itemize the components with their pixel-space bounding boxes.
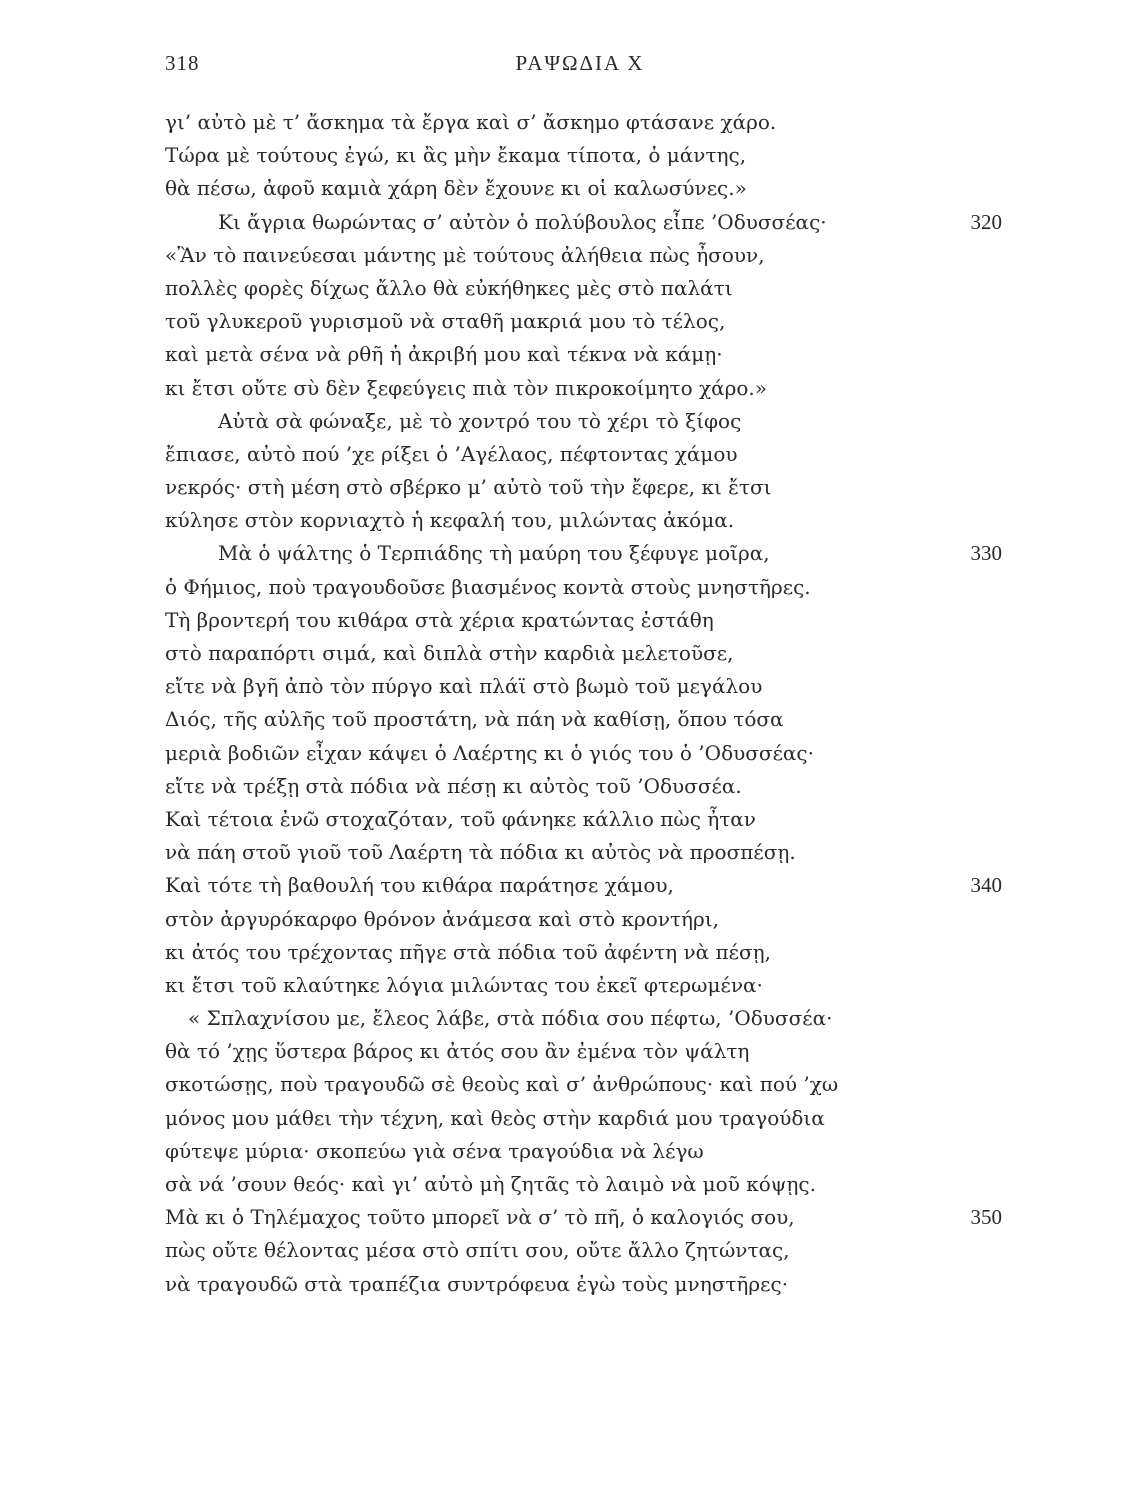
verse-line <box>0 1035 1138 1068</box>
verse-line <box>0 372 1138 405</box>
verse-line <box>0 737 1138 770</box>
verse-text: εἴτε νὰ τρέξῃ στὰ πόδια νὰ πέσῃ κι αὐτὸς τοῦ ’Οδυσσέα. <box>165 773 742 798</box>
verse-line <box>0 471 1138 504</box>
verse-text: Κι ἄγρια θωρώντας σ’ αὐτὸν ὁ πολύβουλος εἶπε ’Οδυσσέας· <box>218 209 827 234</box>
verse-line <box>0 206 1138 239</box>
verse-text: Μὰ κι ὁ Τηλέμαχος τοῦτο μπορεῖ νὰ σ’ τὸ πῆ, ὁ καλογιός σου, <box>165 1205 795 1230</box>
verse-line <box>0 936 1138 969</box>
verse-text: σκοτώσῃς, ποὺ τραγουδῶ σὲ θεοὺς καὶ σ’ ἀνθρώπους· καὶ πού ’χω <box>165 1072 839 1097</box>
verse-line <box>0 903 1138 936</box>
verse-text: πολλὲς φορὲς δίχως ἄλλο θὰ εὐκήθηκες μὲς στὸ παλάτι <box>165 275 733 300</box>
verse-line <box>0 106 1138 139</box>
verse-line <box>0 1102 1138 1135</box>
verse-line <box>0 537 1138 570</box>
verse-line <box>0 869 1138 902</box>
verse-text: ὁ Φήμιος, ποὺ τραγουδοῦσε βιασμένος κοντὰ στοὺς μνηστῆρες. <box>165 574 811 599</box>
verse-text: νὰ πάη στοῦ γιοῦ τοῦ Λαέρτη τὰ πόδια κι αὐτὸς νὰ προσπέσῃ. <box>165 840 796 865</box>
verse-line <box>0 703 1138 736</box>
verse-text: νεκρός· στὴ μέση στὸ σβέρκο μ’ αὐτὸ τοῦ τὴν ἔφερε, κι ἔτσι <box>165 475 772 500</box>
verse-text: Καὶ τέτοια ἐνῶ στοχαζόταν, τοῦ φάνηκε κάλλιο πὼς ἦταν <box>165 806 756 831</box>
verse-text: Διός, τῆς αὐλῆς τοῦ προστάτη, νὰ πάη νὰ καθίσῃ, ὅπου τόσα <box>165 707 784 732</box>
line-number: 340 <box>970 873 1002 898</box>
verse-line <box>0 504 1138 537</box>
verse-line <box>0 836 1138 869</box>
verse-line <box>0 969 1138 1002</box>
verse-text: « Σπλαχνίσου με, ἔλεος λάβε, στὰ πόδια σου πέφτω, ’Οδυσσέα· <box>188 1006 833 1031</box>
verse-line <box>0 1234 1138 1267</box>
verse-line <box>0 1201 1138 1234</box>
verse-line <box>0 405 1138 438</box>
verse-text: κι ἔτσι τοῦ κλαύτηκε λόγια μιλώντας του ἐκεῖ φτερωμένα· <box>165 972 763 997</box>
page-number: 318 <box>165 51 200 75</box>
verse-text: μόνος μου μάθει τὴν τέχνη, καὶ θεὸς στὴν καρδιά μου τραγούδια <box>165 1105 825 1130</box>
verse-text: ἔπιασε, αὐτὸ πού ’χε ρίξει ὁ ’Αγέλαος, πέφτοντας χάμου <box>165 441 738 466</box>
verse-text: Τώρα μὲ τούτους ἐγώ, κι ἂς μὴν ἔκαμα τίποτα, ὁ μάντης, <box>165 143 747 168</box>
verse-text: σὰ νά ’σουν θεός· καὶ γι’ αὐτὸ μὴ ζητᾶς τὸ λαιμὸ νὰ μοῦ κόψῃς. <box>165 1172 816 1196</box>
verse-text: γι’ αὐτὸ μὲ τ’ ἄσκημα τὰ ἔργα καὶ σ’ ἄσκημο φτάσανε χάρο. <box>165 110 777 134</box>
verse-line <box>0 172 1138 205</box>
verse-line <box>0 1168 1138 1201</box>
verse-text: κι ἔτσι οὔτε σὺ δὲν ξεφεύγεις πιὰ τὸν πικροκοίμητο χάρο.» <box>165 375 768 400</box>
verse-text: κύλησε στὸν κορνιαχτὸ ἡ κεφαλή του, μιλώντας ἀκόμα. <box>165 508 735 533</box>
verse-text: καὶ μετὰ σένα νὰ ρθῆ ἡ ἀκριβή μου καὶ τέκνα νὰ κάμῃ· <box>165 342 723 367</box>
verse-body <box>0 106 1138 1301</box>
verse-text: κι ἀτός του τρέχοντας πῆγε στὰ πόδια τοῦ ἀφέντη νὰ πέσῃ, <box>165 939 772 964</box>
verse-text: εἴτε νὰ βγῆ ἀπὸ τὸν πύργο καὶ πλάϊ στὸ βωμὸ τοῦ μεγάλου <box>165 674 763 699</box>
verse-line <box>0 338 1138 371</box>
verse-text: Τὴ βροντερή του κιθάρα στὰ χέρια κρατώντας ἐστάθη <box>165 607 714 632</box>
verse-text: πὼς οὔτε θέλοντας μέσα στὸ σπίτι σου, οὔτε ἄλλο ζητώντας, <box>165 1238 790 1263</box>
verse-text: στὸν ἀργυρόκαρφο θρόνον ἀνάμεσα καὶ στὸ κροντήρι, <box>165 906 719 931</box>
verse-line <box>0 670 1138 703</box>
verse-text: νὰ τραγουδῶ στὰ τραπέζια συντρόφευα ἐγὼ τοὺς μνηστῆρες· <box>165 1271 789 1296</box>
line-number: 320 <box>970 209 1002 234</box>
page-header <box>165 51 995 81</box>
verse-text: Μὰ ὁ ψάλτης ὁ Τερπιάδης τὴ μαύρη του ξέφυγε μοῖρα, <box>218 541 770 566</box>
verse-text: Αὐτὰ σὰ φώναξε, μὲ τὸ χοντρό του τὸ χέρι τὸ ξίφος <box>218 408 742 433</box>
verse-text: θὰ τό ’χῃς ὕστερα βάρος κι ἀτός σου ἂν ἐμένα τὸν ψάλτη <box>165 1039 750 1064</box>
line-number: 330 <box>970 541 1002 566</box>
verse-line <box>0 1068 1138 1101</box>
verse-line <box>0 139 1138 172</box>
line-number: 350 <box>970 1205 1002 1230</box>
verse-text: Καὶ τότε τὴ βαθουλή του κιθάρα παράτησε χάμου, <box>165 873 674 898</box>
verse-line <box>0 571 1138 604</box>
verse-text: τοῦ γλυκεροῦ γυρισμοῦ νὰ σταθῆ μακριά μου τὸ τέλος, <box>165 309 726 334</box>
verse-line <box>0 272 1138 305</box>
verse-line <box>0 803 1138 836</box>
verse-line <box>0 637 1138 670</box>
verse-text: στὸ παραπόρτι σιμά, καὶ διπλὰ στὴν καρδιὰ μελετοῦσε, <box>165 641 734 665</box>
verse-line <box>0 770 1138 803</box>
verse-line <box>0 604 1138 637</box>
verse-text: μεριὰ βοδιῶν εἶχαν κάψει ὁ Λαέρτης κι ὁ γιός του ὁ ’Οδυσσέας· <box>165 740 814 765</box>
running-head: ΡΑΨΩΔΙΑ Χ <box>515 51 645 75</box>
verse-text: «Ἂν τὸ παινεύεσαι μάντης μὲ τούτους ἀλήθεια πὼς ἦσουν, <box>165 242 765 267</box>
verse-line <box>0 1002 1138 1035</box>
verse-line <box>0 239 1138 272</box>
verse-line <box>0 1135 1138 1168</box>
verse-text: θὰ πέσω, ἀφοῦ καμιὰ χάρη δὲν ἔχουνε κι οἱ καλωσύνες.» <box>165 176 747 201</box>
verse-line <box>0 305 1138 338</box>
verse-line <box>0 1268 1138 1301</box>
verse-text: φύτεψε μύρια· σκοπεύω γιὰ σένα τραγούδια νὰ λέγω <box>165 1138 704 1163</box>
verse-line <box>0 438 1138 471</box>
